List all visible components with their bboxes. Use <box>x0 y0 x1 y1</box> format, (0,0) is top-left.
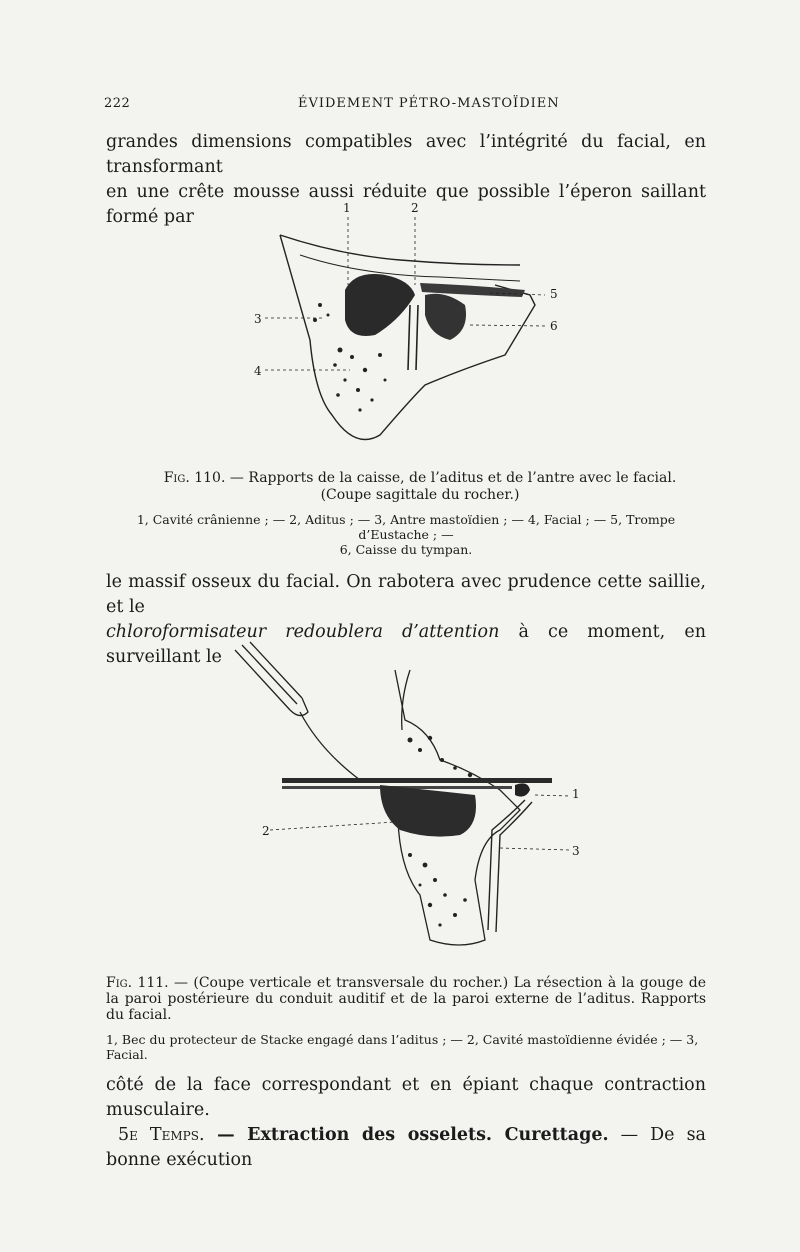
figure-111-illustration <box>230 640 590 970</box>
text-run: à ce moment, en surveillant le <box>106 622 706 667</box>
fig110-label-3: 3 <box>254 312 262 326</box>
fig110-label-1: 1 <box>343 201 351 215</box>
caption-prefix: Fig. 110. <box>163 470 226 486</box>
figure-111-caption <box>106 975 706 1023</box>
legend-line: 6, Caisse du tympan. <box>339 542 473 557</box>
text-line: côté de la face correspondant et en épiant chaque contraction musculaire. <box>106 1075 706 1120</box>
caption-prefix: Fig. 111. <box>106 975 169 991</box>
figure-110-illustration <box>240 195 580 460</box>
section-heading: — Extraction des osselets. Curettage. <box>204 1125 609 1145</box>
paragraph-bottom <box>106 1073 706 1173</box>
text-line: en une crête mousse aussi réduite que possible l’éperon saillant formé par <box>106 182 706 227</box>
fig111-label-2: 2 <box>262 824 270 838</box>
section-marker: 5e Temps. <box>118 1125 205 1145</box>
fig111-label-1: 1 <box>572 787 580 801</box>
text-line <box>106 1123 706 1173</box>
running-title: ÉVIDEMENT PÉTRO-MASTOÏDIEN <box>298 96 560 111</box>
caption-sub: (Coupe sagittale du rocher.) <box>320 487 520 503</box>
text-line: le massif osseux du facial. On rabotera avec prudence cette saillie, et le <box>106 572 706 617</box>
fig110-label-2: 2 <box>411 201 419 215</box>
fig110-label-6: 6 <box>550 319 558 333</box>
fig110-label-4: 4 <box>254 364 262 378</box>
fig111-label-3: 3 <box>572 844 580 858</box>
fig110-label-5: 5 <box>550 287 558 301</box>
text-run: — De sa bonne exécution <box>106 1125 706 1170</box>
figure-110-caption <box>160 470 680 504</box>
caption-text: — Rapports de la caisse, de l’aditus et de l’antre avec le facial. <box>229 470 677 486</box>
legend-line: 1, Cavité crânienne ; — 2, Aditus ; — 3, Antre mastoïdien ; — 4, Facial ; — 5, Trompe d’Eustache ; — <box>136 512 676 542</box>
italic-phrase: chloroformisateur redoublera d’attention <box>106 622 500 642</box>
figure-111-legend: 1, Bec du protecteur de Stacke engagé dans l’aditus ; — 2, Cavité mastoïdienne évidée ; — 3, Facial. <box>106 1032 699 1062</box>
text-line: grandes dimensions compatibles avec l’intégrité du facial, en transformant <box>106 132 706 177</box>
figure-110-legend <box>106 512 706 557</box>
caption-text: — (Coupe verticale et transversale du rocher.) La résection à la gouge de la paroi postérieure du conduit auditif et de la paroi externe de l’aditus. Rapports du facial. <box>106 975 706 1023</box>
page-number: 222 <box>104 96 131 111</box>
